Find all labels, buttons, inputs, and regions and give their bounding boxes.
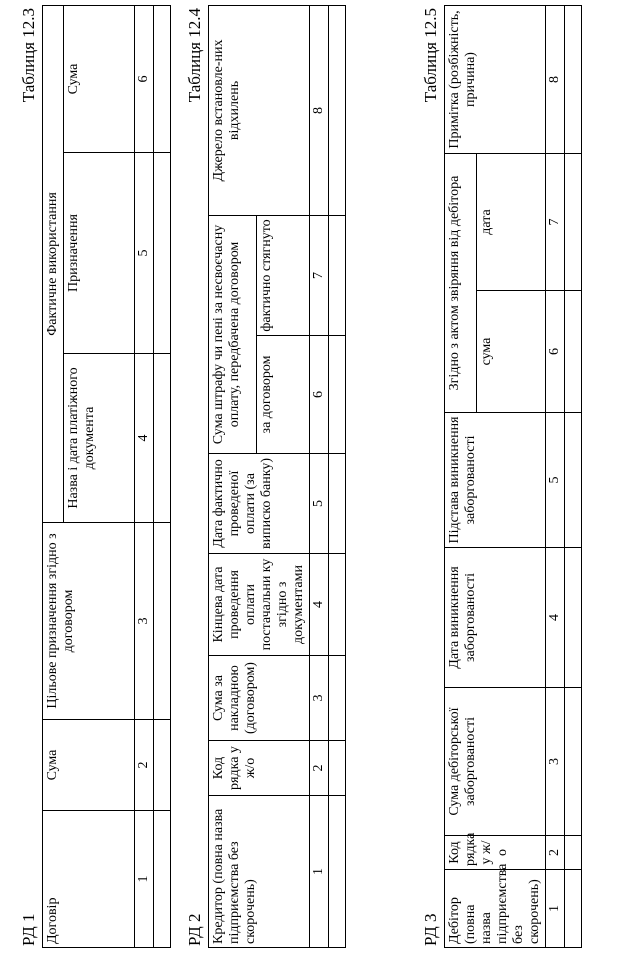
- table-12-5-number: Таблиця 12.5: [421, 8, 440, 103]
- column-numbers-row: [310, 6, 329, 948]
- col-header-actually-collected: фактично стягнуто: [257, 216, 310, 336]
- empty-row: [329, 6, 346, 948]
- col-number: 2: [546, 836, 565, 870]
- empty-row: [565, 5, 582, 947]
- empty-row: [154, 5, 171, 947]
- col-header-purpose: Цільове призначення згідно з договором: [43, 523, 135, 720]
- col-header-reconciliation: Згідно з актом звіряння від дебітора: [445, 153, 477, 412]
- col-header-deadline-date: Кінцева дата проведення оплати постачальни ку згідно з документами: [209, 554, 310, 656]
- col-header-contract: Договір: [43, 811, 135, 948]
- col-header-debtor: Дебітор (повна назва підприємства без скорочень): [445, 870, 546, 948]
- col-number: 5: [310, 454, 329, 554]
- table-12-4-header: [178, 6, 208, 948]
- table-12-4-block: [178, 6, 346, 948]
- col-header-payment-date: Дата фактично проведеної оплати (за виписко банку): [209, 454, 310, 554]
- col-header-assignment: Призначення: [64, 153, 135, 354]
- table-12-4-number: Таблиця 12.4: [185, 8, 204, 103]
- col-header-actual-sum: Сума: [64, 5, 135, 152]
- col-number: 8: [310, 6, 329, 216]
- rd2-label: РД 2: [185, 913, 204, 946]
- table-12-5-block: [414, 6, 582, 948]
- col-header-origin-date: Дата виникнення заборгованості: [445, 548, 546, 688]
- col-number: 4: [310, 554, 329, 656]
- col-number: 6: [135, 5, 154, 152]
- col-number: 7: [310, 216, 329, 336]
- col-number: 6: [546, 291, 565, 413]
- col-header-actual-use: Фактичне використання: [43, 5, 64, 522]
- col-number: 1: [546, 870, 565, 948]
- col-header-recon-sum: сума: [477, 291, 546, 413]
- table-12-5: [444, 5, 582, 948]
- table-12-3-header: [12, 6, 42, 948]
- col-number: 3: [310, 656, 329, 741]
- column-numbers-row: [546, 5, 565, 947]
- col-header-sum: Сума: [43, 720, 135, 811]
- rd1-label: РД 1: [19, 913, 38, 946]
- col-header-payment-doc: Назва і дата платіжного документа: [64, 354, 135, 523]
- col-header-deviation-source: Джерело встановле-них відхилень: [209, 6, 310, 216]
- rd3-label: РД 3: [421, 913, 440, 946]
- table-12-5-header: [414, 6, 444, 948]
- col-number: 2: [135, 720, 154, 811]
- col-number: 5: [135, 153, 154, 354]
- col-header-by-contract: за договором: [257, 336, 310, 454]
- col-header-origin-basis: Підстава виникнення заборгованості: [445, 413, 546, 548]
- col-number: 8: [546, 5, 565, 153]
- col-header-note: Примітка (розбіжність, причина): [445, 5, 546, 153]
- col-header-line-code: Код рядка у ж/о: [209, 741, 310, 796]
- col-number: 4: [135, 354, 154, 523]
- col-header-receivable-sum: Сума дебіторської заборгованості: [445, 688, 546, 836]
- table-12-3-number: Таблиця 12.3: [19, 8, 38, 103]
- col-number: 2: [310, 741, 329, 796]
- col-number: 5: [546, 413, 565, 548]
- col-number: 7: [546, 153, 565, 290]
- col-number: 3: [546, 688, 565, 836]
- col-header-penalty-sum: Сума штрафу чи пені за несвоєчасну оплату, передбачена договором: [209, 216, 257, 454]
- table-12-3: [42, 5, 171, 948]
- col-number: 4: [546, 548, 565, 688]
- col-header-creditor: Кредитор (повна назва підприємства без скорочень): [209, 796, 310, 948]
- col-number: 1: [310, 796, 329, 948]
- col-number: 6: [310, 336, 329, 454]
- col-header-line-code: Код рядка у ж/о: [445, 836, 546, 870]
- col-header-invoice-sum: Сума за накладною (договором): [209, 656, 310, 741]
- table-12-4: [208, 5, 346, 948]
- col-header-recon-date: дата: [477, 153, 546, 290]
- column-numbers-row: [135, 5, 154, 947]
- col-number: 1: [135, 811, 154, 948]
- table-12-3-block: [12, 6, 171, 948]
- col-number: 3: [135, 523, 154, 720]
